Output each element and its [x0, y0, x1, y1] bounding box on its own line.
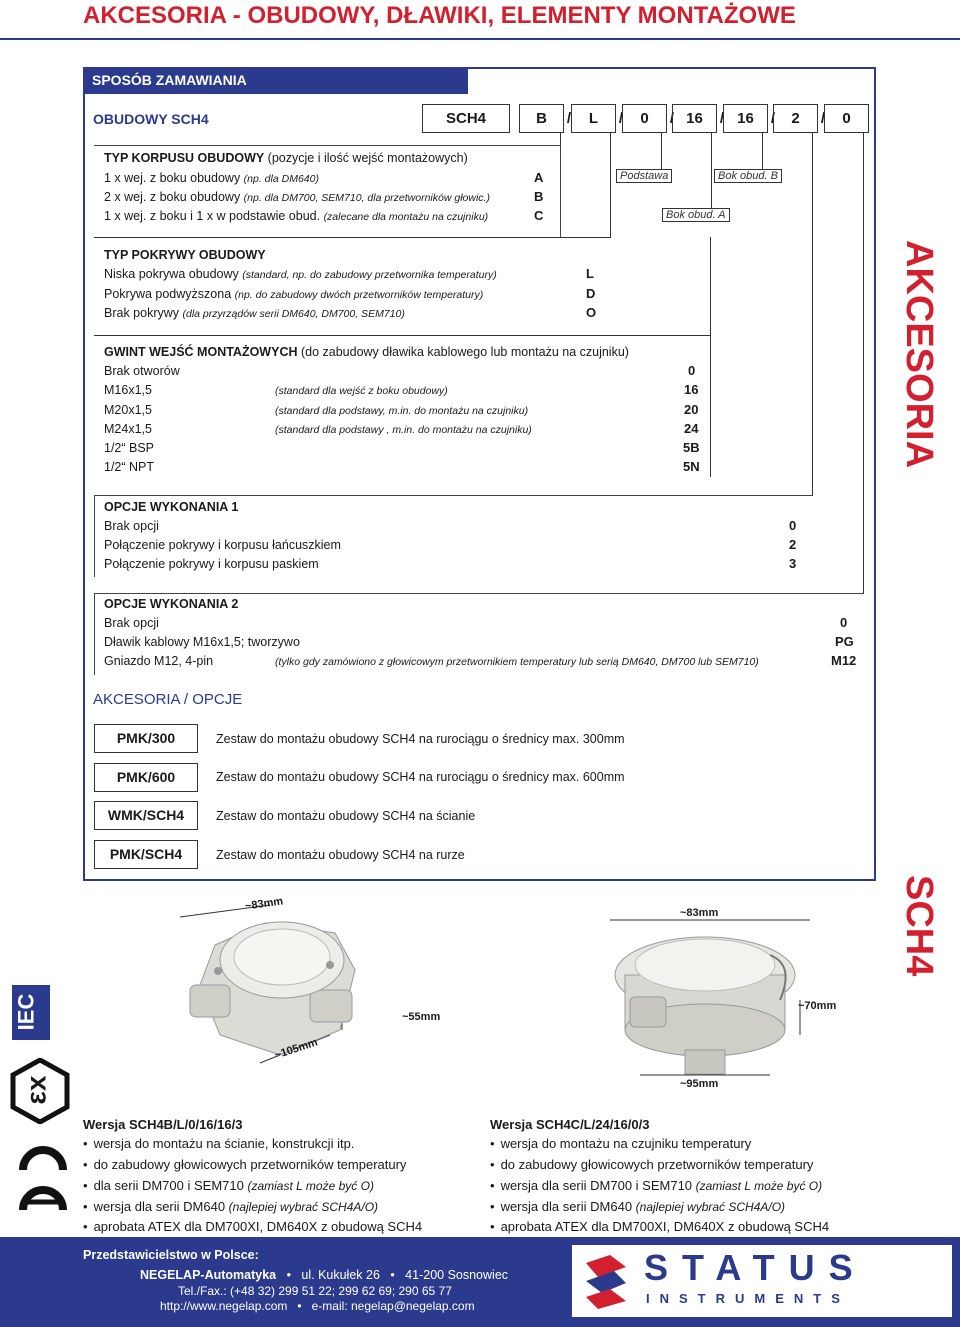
accessory-desc: Zestaw do montażu obudowy SCH4 na rurociągu o średnicy max. 600mm [216, 770, 625, 784]
code-slash: / [618, 110, 624, 127]
option-value: O [586, 305, 597, 320]
list-item-note: (standard dla wejść z boku obudowy) [275, 385, 448, 397]
version-title: Wersja SCH4B/L/0/16/16/3 [83, 1117, 243, 1132]
connector-line [812, 133, 813, 495]
code-box-sch4: SCH4 [422, 104, 510, 133]
list-item: M20x1,5 [104, 403, 152, 417]
code-slash: / [719, 110, 725, 127]
ce-mark-icon [18, 1140, 68, 1220]
code-slash: / [669, 110, 675, 127]
list-item: • do zabudowy głowicowych przetworników temperatury [490, 1155, 910, 1176]
list-item: Niska pokrywa obudowy (standard, np. do zabudowy przetwornika temperatury) [104, 267, 497, 281]
accessory-code: WMK/SCH4 [94, 801, 198, 830]
logo-sub-text: INSTRUMENTS [646, 1291, 850, 1306]
code-slash: / [820, 110, 826, 127]
code-box-opcje1: 2 [773, 104, 818, 133]
version-title: Wersja SCH4C/L/24/16/0/3 [490, 1117, 650, 1132]
list-item: • wersja do montażu na ścianie, konstrukcji itp. [83, 1134, 483, 1155]
accessory-code: PMK/300 [94, 724, 198, 753]
list-item: • wersja dla serii DM700 i SEM710 (zamiast L może być O) [490, 1176, 910, 1196]
list-item: • wersja dla serii DM640 (najlepiej wybrać SCH4A/O) [490, 1197, 910, 1217]
iec-logo [12, 985, 50, 1040]
code-box-pokrywa: L [571, 104, 616, 133]
connector-line [762, 133, 763, 174]
connector-line [711, 133, 712, 213]
footer-label: Przedstawicielstwo w Polsce: [83, 1248, 259, 1262]
list-item: 1/2“ BSP [104, 441, 155, 455]
version-right [490, 1117, 910, 1238]
list-item: Gniazdo M12, 4-pin [104, 654, 214, 668]
footer-phone: Tel./Fax.: (+48 32) 299 51 22; 299 62 69; 290 65 77 [178, 1284, 452, 1298]
option-value: B [534, 189, 544, 204]
footer-www-link[interactable]: http://www.negelap.com [160, 1299, 288, 1313]
gwint-title: GWINT WEJŚĆ MONTAŻOWYCH (do zabudowy dławika kablowego lub montażu na czujniku) [104, 345, 629, 359]
accessory-desc: Zestaw do montażu obudowy SCH4 na ścianie [216, 809, 476, 823]
code-slash: / [770, 110, 776, 127]
list-item: M24x1,5 [104, 422, 152, 436]
dim-label: ~55mm [402, 1011, 441, 1023]
list-item: Połączenie pokrywy i korpusu łańcuszkiem [104, 538, 341, 552]
logo-main-text: STATUS [644, 1247, 867, 1288]
footer-contact: http://www.negelap.com • e-mail: negelap@negelap.com [160, 1299, 475, 1313]
akcesoria-title: AKCESORIA / OPCJE [93, 691, 243, 708]
option-value: L [586, 266, 594, 281]
list-item: 1 x wej. z boku obudowy (np. dla DM640) [104, 171, 319, 185]
divider [94, 237, 611, 238]
list-item: • do zabudowy głowicowych przetworników temperatury [83, 1155, 483, 1176]
opcje2-title: OPCJE WYKONANIA 2 [104, 597, 239, 611]
list-item-note: (tylko gdy zamówiono z głowicowym przetwornikiem temperatury lub serią DM640, DM700 lub SEM710) [275, 656, 759, 668]
accessory-desc: Zestaw do montażu obudowy SCH4 na rurze [216, 848, 465, 862]
connector-line [661, 133, 662, 174]
list-item: Brak opcji [104, 616, 159, 630]
option-value: A [534, 170, 544, 185]
footer-address: NEGELAP-Automatyka • ul. Kukułek 26 • 41-200 Sosnowiec [140, 1268, 509, 1282]
list-item: M16x1,5 [104, 383, 152, 397]
option-value: 20 [684, 402, 699, 417]
list-item: 1/2“ NPT [104, 460, 155, 474]
list-item: Brak opcji [104, 519, 159, 533]
list-item: • aprobata ATEX dla DM700XI, DM640X z obudową SCH4 [83, 1217, 483, 1238]
option-value: C [534, 208, 544, 223]
list-item: 2 x wej. z boku obudowy (np. dla DM700, SEM710, dla przetworników głowic.) [104, 190, 490, 204]
connector-label-bok-b: Bok obud. B [714, 169, 782, 183]
ex-mark-text: εx [20, 1075, 52, 1105]
list-item-note: (standard dla podstawy , m.in. do montażu na czujniku) [275, 424, 532, 436]
option-value: 0 [688, 363, 696, 378]
option-value: 0 [840, 615, 848, 630]
code-box-gwint-bok-b: 16 [723, 104, 768, 133]
connector-label-podstawa: Podstawa [616, 169, 672, 183]
option-value: 16 [684, 382, 699, 397]
connector-label-bok-a: Bok obud. A [662, 208, 730, 222]
dim-label: ~70mm [798, 1000, 837, 1012]
divider [94, 335, 711, 336]
code-box-gwint-podstawa: 0 [622, 104, 667, 133]
list-item: Połączenie pokrywy i korpusu paskiem [104, 557, 319, 571]
footer-email-link[interactable]: e-mail: negelap@negelap.com [311, 1299, 475, 1313]
iec-logo-text: IEC [13, 993, 39, 1031]
option-value: 2 [789, 537, 797, 552]
dim-label: ~83mm [244, 895, 284, 913]
option-value: 3 [789, 556, 797, 571]
option-value: 0 [789, 518, 797, 533]
side-label-sch4: SCH4 [898, 875, 940, 977]
accessory-code: PMK/600 [94, 763, 198, 792]
option-value: PG [835, 634, 854, 649]
connector-line [863, 133, 864, 593]
dim-label: ~95mm [680, 1078, 719, 1090]
code-box-korpus: B [519, 104, 564, 133]
code-slash: / [566, 110, 572, 127]
product-label: OBUDOWY SCH4 [93, 111, 209, 127]
accessory-code: PMK/SCH4 [94, 840, 198, 869]
ordering-header: SPOSÓB ZAMAWIANIA [83, 67, 468, 94]
dim-label: ~105mm [273, 1036, 320, 1062]
version-left [83, 1117, 483, 1238]
side-label-akcesoria: AKCESORIA [898, 240, 940, 469]
list-item: • wersja dla serii DM640 (najlepiej wybrać SCH4A/O) [83, 1197, 483, 1217]
ex-mark-icon [10, 1058, 70, 1124]
option-value: M12 [831, 653, 857, 668]
typ-pokrywy-title: TYP POKRYWY OBUDOWY [104, 248, 266, 262]
option-value: D [586, 286, 596, 301]
typ-korpusu-title: TYP KORPUSU OBUDOWY (pozycje i ilość wejść montażowych) [104, 151, 468, 165]
dim-label: ~83mm [680, 907, 719, 919]
code-box-opcje2: 0 [824, 104, 869, 133]
connector-line [710, 237, 711, 477]
accessory-desc: Zestaw do montażu obudowy SCH4 na rurociągu o średnicy max. 300mm [216, 732, 625, 746]
opcje1-title: OPCJE WYKONANIA 1 [104, 500, 239, 514]
option-value: 5N [683, 459, 700, 474]
page-title: AKCESORIA - OBUDOWY, DŁAWIKI, ELEMENTY MONTAŻOWE [83, 2, 796, 29]
status-logo-icon [580, 1253, 632, 1309]
list-item: Brak pokrywy (dla przyrządów serii DM640, DM700, SEM710) [104, 306, 405, 320]
title-rule [0, 38, 960, 40]
list-item: • dla serii DM700 i SEM710 (zamiast L może być O) [83, 1176, 483, 1196]
list-item: 1 x wej. z boku i 1 x w podstawie obud. (zalecane dla montażu na czujniku) [104, 209, 489, 223]
list-item: • aprobata ATEX dla DM700XI, DM640X z obudową SCH4 [490, 1217, 910, 1238]
list-item: Dławik kablowy M16x1,5; tworzywo [104, 635, 300, 649]
option-value: 5B [683, 440, 700, 455]
option-value: 24 [684, 421, 699, 436]
code-box-gwint-bok-a: 16 [672, 104, 717, 133]
list-item: Brak otworów [104, 364, 180, 378]
status-instruments-logo [572, 1245, 952, 1317]
connector-line [610, 133, 611, 237]
list-item: Pokrywa podwyższona (np. do zabudowy dwóch przetworników temperatury) [104, 287, 484, 301]
list-item: • wersja do montażu na czujniku temperatury [490, 1134, 910, 1155]
list-item-note: (standard dla podstawy, m.in. do montażu na czujniku) [275, 405, 529, 417]
